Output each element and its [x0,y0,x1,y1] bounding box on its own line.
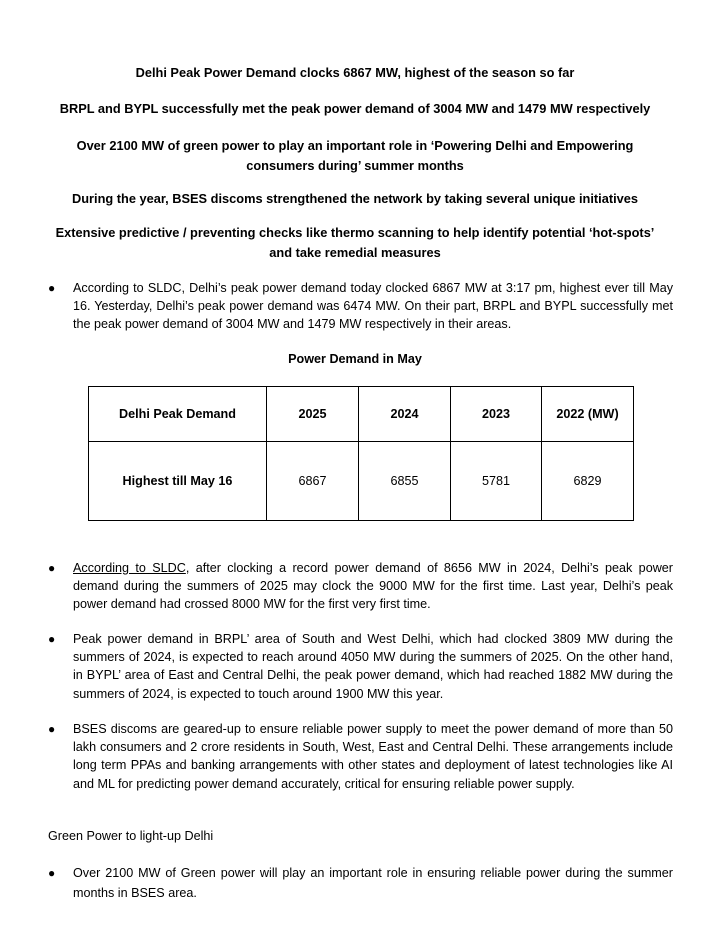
paragraph-text: Peak power demand in BRPL’ area of South and West Delhi, which had clocked 3809 MW during the summers of 2024, is expected to reach around 4050 MW during the summers of 2025. On the other hand, in BYPL’ area of East and Central Delhi, the peak power demand, which had reached 1882 MW during the summers of 2024, is expected to touch around 1900 MW this year. [73,632,673,701]
table-header-cell: 2023 [451,387,542,442]
bullet-icon: ● [48,281,56,295]
table-row-label: Highest till May 16 [89,442,267,521]
table-cell: 6867 [267,442,359,521]
table-caption: Power Demand in May [288,352,422,366]
table-header-cell: 2025 [267,387,359,442]
bullet-icon: ● [48,561,56,575]
bullet-icon: ● [48,722,56,736]
table-cell: 6855 [359,442,451,521]
paragraph-rest: , after clocking a record power demand of 8656 MW in 2024, Delhi’s peak power demand during the summers of 2025 may clock the 9000 MW for the first time. Last year, Delhi’s peak power demand had crossed 8000 MW for the first very first time. [73,561,673,612]
bullet-icon: ● [48,866,56,880]
headline-5: Extensive predictive / preventing checks like thermo scanning to help identify potential ‘hot-spots’ and take remedial measures [55,225,655,260]
table-header-row [89,387,634,442]
table-row [89,442,634,521]
section-title: Green Power to light-up Delhi [48,829,214,843]
paragraph-text: Over 2100 MW of Green power will play an important role in ensuring reliable power during the summer months in BSES area. [73,866,673,900]
headline-4: During the year, BSES discoms strengthened the network by taking several unique initiatives [71,191,639,206]
paragraph-text: According to SLDC, Delhi’s peak power demand today clocked 6867 MW at 3:17 pm, highest ever till May 16. Yesterday, Delhi’s peak power demand was 6474 MW. On their part, BRPL and BYPL successfully met the peak power demand of 3004 MW and 1479 MW respectively in their areas. [73,281,673,332]
power-demand-table [88,386,634,521]
headline-3: Over 2100 MW of green power to play an important role in ‘Powering Delhi and Empowering consumers during’ summer months [76,138,634,173]
headline-2: BRPL and BYPL successfully met the peak power demand of 3004 MW and 1479 MW respectively [59,101,651,116]
headline-1: Delhi Peak Power Demand clocks 6867 MW, highest of the season so far [135,65,575,80]
table-header-cell: Delhi Peak Demand [89,387,267,442]
table-header-cell: 2024 [359,387,451,442]
sldc-link[interactable]: According to SLDC [73,561,186,575]
paragraph-text: BSES discoms are geared-up to ensure reliable power supply to meet the power demand of more than 50 lakh consumers and 2 crore residents in South, West, East and Central Delhi. These arrangements include long term PPAs and banking arrangements with other states and deployment of latest technologies like AI and ML for predicting power demand accurately, critical for ensuring reliable power supply. [73,722,673,791]
bullet-icon: ● [48,632,56,646]
table-header-cell: 2022 (MW) [542,387,634,442]
table-cell: 5781 [451,442,542,521]
paragraph-text [73,559,673,614]
table-cell: 6829 [542,442,634,521]
